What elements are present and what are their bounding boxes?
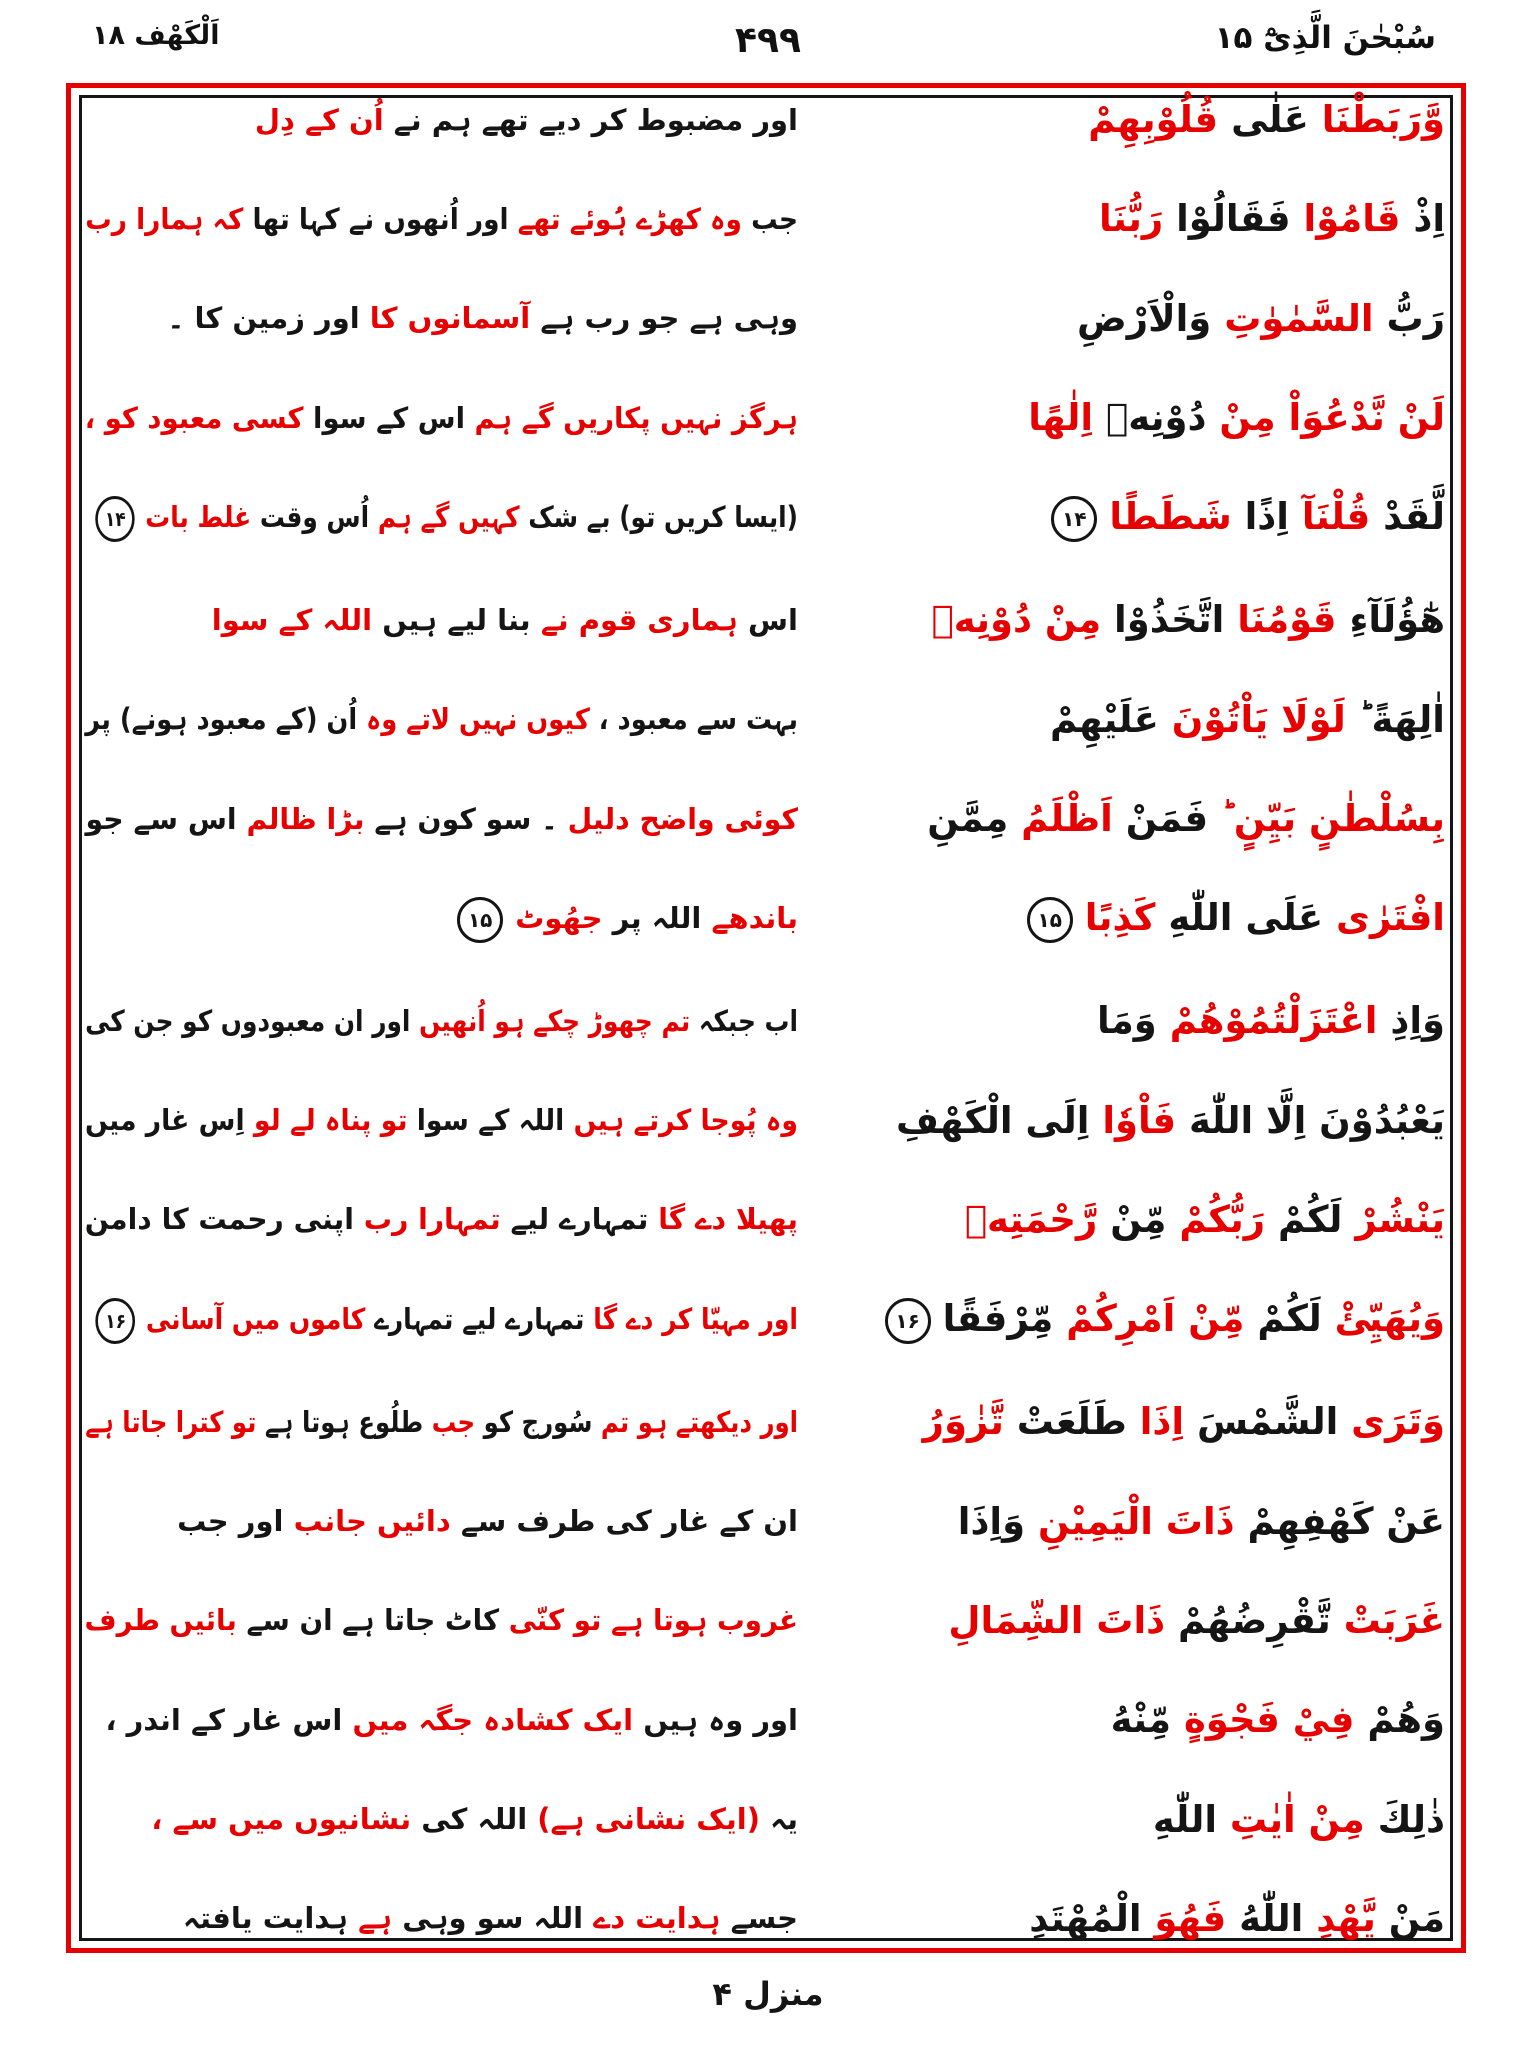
text-segment: اب جبکہ xyxy=(698,1003,798,1038)
urdu-translation-line xyxy=(85,1103,798,1138)
text-segment: فَاْوٗا xyxy=(1102,1098,1177,1142)
text-segment: مِّنْ xyxy=(1110,1197,1167,1241)
text-segment: السَّمٰوٰتِ xyxy=(1224,296,1374,340)
verse-row xyxy=(85,1897,1445,1940)
text-segment: جسے xyxy=(730,1901,798,1936)
urdu-translation-line xyxy=(104,496,798,542)
text-segment: نشانیوں میں سے ، xyxy=(151,1802,412,1837)
text-segment: تمہارے لیے xyxy=(510,1202,649,1237)
text-segment: دائیں جانب xyxy=(293,1504,451,1539)
text-segment: رَبُّنَا xyxy=(1099,197,1164,241)
arabic-verse-line xyxy=(853,1798,1445,1841)
text-segment: فَمَنْ xyxy=(1125,797,1209,841)
arabic-verse-line xyxy=(853,495,1445,542)
text-segment: شَطَطًا xyxy=(1109,495,1232,539)
text-segment: رَبُّ xyxy=(1386,296,1445,340)
text-segment: عَلَيْهِمْ xyxy=(1049,697,1159,741)
text-segment: ہدایت یافتہ xyxy=(183,1901,348,1936)
text-segment: کسی معبود کو ، xyxy=(84,400,304,435)
text-segment: لَنْ نَّدْعُوَاْ مِنْ xyxy=(1219,396,1445,440)
text-segment: مَنْ xyxy=(1388,1896,1445,1940)
urdu-translation-line xyxy=(85,801,798,836)
arabic-verse-line xyxy=(853,1099,1445,1142)
text-segment: وَهُمْ xyxy=(1367,1698,1445,1742)
text-segment: تو کترا جاتا ہے xyxy=(85,1404,257,1439)
text-segment: مِّنْ اَمْرِكُمْ xyxy=(1066,1297,1245,1341)
text-segment: اِذًا xyxy=(1244,495,1289,539)
verse-row xyxy=(85,1798,1445,1841)
text-segment: غروب ہوتا ہے تو کنّی xyxy=(508,1603,798,1638)
urdu-translation-line xyxy=(105,1298,798,1344)
text-segment: (ایسا کریں تو) بے شک xyxy=(528,499,798,534)
arabic-verse-line xyxy=(853,797,1445,840)
text-segment: اٰلِهَةً ؕ xyxy=(1358,697,1445,741)
verse-row xyxy=(85,698,1445,741)
ayah-number-badge: ۱۶ xyxy=(885,1298,931,1344)
verse-row xyxy=(85,98,1445,141)
urdu-translation-line xyxy=(85,897,798,943)
text-segment: وَاِذَا xyxy=(957,1499,1026,1543)
ayah-number-badge: ۱۴ xyxy=(1051,496,1097,542)
arabic-verse-line xyxy=(853,98,1445,141)
text-segment: طَلَعَتْ xyxy=(1016,1400,1127,1444)
verse-row xyxy=(85,1400,1445,1443)
urdu-translation-line xyxy=(84,400,798,435)
text-segment: فَقَالُوْا xyxy=(1176,197,1291,241)
arabic-verse-line xyxy=(853,1897,1445,1940)
text-segment: کاٹ جاتا ہے ان سے xyxy=(246,1603,500,1638)
text-segment: ہدایت دے xyxy=(593,1901,721,1936)
urdu-translation-line xyxy=(84,1202,798,1237)
arabic-verse-line xyxy=(853,396,1445,439)
text-segment: یہ xyxy=(770,1802,798,1837)
text-segment: اِلٰهًا xyxy=(1028,396,1094,440)
text-segment: بنا لیے ہیں xyxy=(382,602,531,637)
text-segment: اِذْ xyxy=(1413,197,1445,241)
text-segment: غَرَبَتْ xyxy=(1343,1598,1445,1642)
text-segment: دُوْنِهٖ xyxy=(1106,396,1207,440)
text-segment: غلط بات xyxy=(145,499,252,534)
verse-row xyxy=(85,495,1445,542)
text-segment: تَّقْرِضُهُمْ xyxy=(1178,1598,1331,1642)
text-segment: وَيُهَيِّئْ xyxy=(1334,1297,1445,1341)
text-segment: ہے xyxy=(358,1901,393,1936)
arabic-verse-line xyxy=(853,698,1445,741)
arabic-verse-line xyxy=(853,1500,1445,1543)
text-segment: آسمانوں کا xyxy=(369,301,531,336)
verse-row xyxy=(85,1099,1445,1142)
text-segment: رَّحْمَتِهٖ xyxy=(964,1197,1098,1241)
juz-name-header: سُبْحٰنَ الَّذِیْٓ ۱۵ xyxy=(1214,20,1436,56)
verse-row xyxy=(85,598,1445,641)
text-segment: مِّنْهُ xyxy=(1110,1698,1172,1742)
text-segment: اس غار کے اندر ، xyxy=(105,1702,343,1737)
text-segment: تو پناہ لے لو xyxy=(253,1103,408,1138)
text-segment: وَمَا xyxy=(1096,999,1157,1043)
urdu-translation-line xyxy=(85,201,798,236)
text-segment: يَّهْدِ xyxy=(1316,1896,1376,1940)
urdu-translation-line xyxy=(85,301,798,335)
text-segment: اُس وقت xyxy=(259,499,370,534)
text-segment: قَوْمُنَا xyxy=(1237,598,1337,642)
text-segment: عَلَى اللّٰهِ xyxy=(1168,896,1324,940)
text-segment: اللہ پر xyxy=(612,900,702,935)
surah-name-header: اَلْكَهْف ۱۸ xyxy=(92,20,220,51)
verse-row xyxy=(85,1500,1445,1543)
text-segment: بہت سے معبود ، xyxy=(598,702,798,737)
text-segment: وَاِذِ xyxy=(1390,999,1445,1043)
text-segment: ذَاتَ الْيَمِيْنِ xyxy=(1038,1499,1235,1543)
text-segment: الشَّمْسَ xyxy=(1196,1400,1339,1444)
verse-row xyxy=(85,297,1445,340)
text-segment: قُلْنَآ xyxy=(1301,495,1371,539)
text-segment: جب xyxy=(751,201,798,236)
text-segment: اس xyxy=(748,602,798,637)
text-segment: ذَاتَ الشِّمَالِ xyxy=(948,1598,1166,1642)
urdu-translation-line xyxy=(85,1404,798,1439)
page-number: ۴۹۹ xyxy=(735,20,801,61)
text-segment: (ایک نشانی ہے) xyxy=(537,1802,760,1837)
text-segment: اللہ کے سوا xyxy=(416,1103,565,1138)
text-segment: تَّزٰوَرُ xyxy=(922,1400,1004,1444)
text-segment: اور وہ ہیں xyxy=(643,1702,798,1737)
text-segment: ہماری قوم نے xyxy=(540,602,738,637)
ayah-number-badge: ۱۵ xyxy=(457,897,503,943)
text-segment: اِلَى الْكَهْفِ xyxy=(895,1098,1090,1142)
text-segment: عَلٰى xyxy=(1231,98,1309,141)
text-segment: مِنْ دُوْنِهٖ xyxy=(931,598,1102,642)
arabic-verse-line xyxy=(853,1198,1445,1241)
arabic-verse-line xyxy=(853,1599,1445,1642)
text-segment: فَهُوَ xyxy=(1154,1896,1227,1940)
text-segment: کہ ہمارا رب xyxy=(85,201,244,236)
text-segment: اِذَا xyxy=(1139,1400,1185,1444)
verse-row xyxy=(85,797,1445,840)
text-segment: باندھے xyxy=(711,900,798,935)
text-segment: کاموں میں آسانی xyxy=(145,1301,366,1336)
urdu-translation-line xyxy=(85,702,798,737)
text-segment: مِّرْفَقًا xyxy=(942,1297,1054,1341)
arabic-verse-line xyxy=(853,598,1445,641)
urdu-translation-line xyxy=(85,1901,798,1935)
text-segment: کیوں نہیں لاتے وہ xyxy=(366,702,590,737)
text-segment: ایک کشادہ جگہ میں xyxy=(352,1702,634,1737)
ayah-number-badge: ۱۵ xyxy=(1027,897,1073,943)
verse-row xyxy=(85,197,1445,240)
text-segment: وہ پُوجا کرتے ہیں xyxy=(573,1103,798,1138)
text-segment: ذٰلِكَ xyxy=(1377,1797,1445,1841)
text-segment: اور مضبوط کر دیے تھے ہم نے xyxy=(393,102,798,137)
urdu-translation-line xyxy=(85,1504,798,1538)
text-segment: مِنْ اٰيٰتِ xyxy=(1229,1797,1365,1841)
arabic-verse-line xyxy=(853,1297,1445,1344)
text-segment: قُلُوْبِهِمْ xyxy=(1088,98,1219,141)
text-segment: کوئی واضح دلیل xyxy=(567,801,798,836)
arabic-verse-line xyxy=(853,999,1445,1042)
verse-row xyxy=(85,999,1445,1042)
text-segment: ۔ سو کون ہے xyxy=(374,801,558,836)
arabic-verse-line xyxy=(853,297,1445,340)
text-segment: قَامُوْا xyxy=(1303,197,1401,241)
text-segment: عَنْ كَهْفِهِمْ xyxy=(1247,1499,1445,1543)
text-segment: اللہ کے سوا xyxy=(211,602,373,637)
text-segment: اس سے جو xyxy=(85,801,237,836)
text-segment: يَنْشُرْ xyxy=(1355,1197,1445,1241)
text-segment: رَبُّكُمْ xyxy=(1179,1197,1266,1241)
text-segment: تمہارا رب xyxy=(363,1202,501,1237)
manzil-footer: منزل ۴ xyxy=(712,1975,824,2013)
text-segment: اللّٰهُ xyxy=(1239,1896,1304,1940)
text-segment: مِمَّنِ xyxy=(927,797,1009,841)
text-segment: وہی ہے جو رب ہے xyxy=(540,301,798,336)
arabic-verse-line xyxy=(853,1400,1445,1443)
urdu-translation-line xyxy=(85,1802,798,1836)
text-segment: كَذِبًا xyxy=(1084,896,1156,940)
arabic-verse-line xyxy=(853,197,1445,240)
verse-row xyxy=(85,1198,1445,1241)
arabic-verse-line xyxy=(853,1698,1445,1741)
arabic-verse-line xyxy=(853,896,1445,943)
text-segment: اس کے سوا xyxy=(313,400,465,435)
text-segment: اور جب xyxy=(177,1504,284,1539)
text-segment: هٰٓؤُلَآءِ xyxy=(1349,598,1445,642)
verses-container xyxy=(85,98,1445,1940)
text-segment: اعْتَزَلْتُمُوْهُمْ xyxy=(1169,999,1378,1043)
text-segment: الْمُهْتَدِ xyxy=(1029,1896,1142,1940)
text-segment: اللہ کی xyxy=(421,1802,528,1837)
text-segment: اور مہیّا کر دے گا xyxy=(593,1301,798,1336)
text-segment: لَوْلَا يَاْتُوْنَ xyxy=(1171,697,1346,741)
urdu-translation-line xyxy=(85,1703,798,1737)
text-segment: بڑا ظالم xyxy=(246,801,365,836)
text-segment: پھیلا دے گا xyxy=(658,1202,798,1237)
ayah-number-badge: ۱۶ xyxy=(96,1298,136,1344)
text-segment: بائیں طرف xyxy=(84,1603,237,1638)
text-segment: اَظْلَمُ xyxy=(1021,797,1113,841)
text-segment: جھُوٹ xyxy=(515,900,603,935)
verse-row xyxy=(85,396,1445,439)
verse-row xyxy=(85,1297,1445,1344)
verse-row xyxy=(85,1698,1445,1741)
text-segment: وَالْاَرْضِ xyxy=(1077,296,1212,340)
urdu-translation-line xyxy=(85,603,798,637)
text-segment: جب xyxy=(431,1404,476,1439)
text-segment: وہ کھڑے ہُوئے تھے xyxy=(517,201,742,236)
text-segment: کہیں گے ہم xyxy=(377,499,520,534)
text-segment: اور زمین کا ۔ xyxy=(167,301,360,336)
urdu-translation-line xyxy=(85,1003,798,1038)
text-segment: ان کے غار کی طرف سے xyxy=(460,1504,798,1539)
urdu-translation-line xyxy=(85,103,798,137)
text-segment: لَكُمْ xyxy=(1257,1297,1322,1341)
ayah-number-badge: ۱۴ xyxy=(96,496,135,542)
text-segment: تمہارے لیے تمہارے xyxy=(374,1301,585,1336)
text-segment: اِس غار میں xyxy=(85,1103,245,1138)
text-segment: وَّرَبَطْنَا xyxy=(1321,98,1445,141)
text-segment: تم چھوڑ چکے ہو اُنھیں xyxy=(419,1003,691,1038)
text-segment: بِسُلْطٰنٍ بَيِّنٍ ؕ xyxy=(1220,797,1445,841)
text-segment: لَّقَدْ xyxy=(1383,495,1445,539)
text-segment: اور اُنھوں نے کہا تھا xyxy=(252,201,509,236)
text-segment: فِيْ فَجْوَةٍ xyxy=(1183,1698,1355,1742)
text-segment: اُن کے دِل xyxy=(254,102,384,137)
text-segment: لَكُمْ xyxy=(1278,1197,1343,1241)
text-segment: اور دیکھتے ہو تم xyxy=(600,1404,798,1439)
text-segment: سُورج کو xyxy=(483,1404,593,1439)
verse-row xyxy=(85,1599,1445,1642)
text-segment: ہرگز نہیں پکاریں گے ہم xyxy=(474,400,798,435)
text-segment: طلُوع ہوتا ہے xyxy=(264,1404,424,1439)
text-segment: اپنی رحمت کا دامن xyxy=(84,1202,354,1237)
text-segment: اللّٰهِ xyxy=(1152,1797,1218,1841)
text-segment: اللہ سو وہی xyxy=(402,1901,584,1936)
text-segment: اتَّخَذُوْا xyxy=(1114,598,1225,642)
text-segment: يَعْبُدُوْنَ اِلَّا اللّٰهَ xyxy=(1189,1098,1445,1142)
red-page-border xyxy=(66,83,1466,1953)
text-segment: اور ان معبودوں کو جن کی xyxy=(85,1003,411,1038)
text-segment: افْتَرٰى xyxy=(1336,896,1445,940)
text-segment: اُن (کے معبود ہونے) پر xyxy=(85,702,358,737)
verse-row xyxy=(85,896,1445,943)
urdu-translation-line xyxy=(84,1603,798,1638)
text-segment: وَتَرَى xyxy=(1351,1400,1445,1444)
